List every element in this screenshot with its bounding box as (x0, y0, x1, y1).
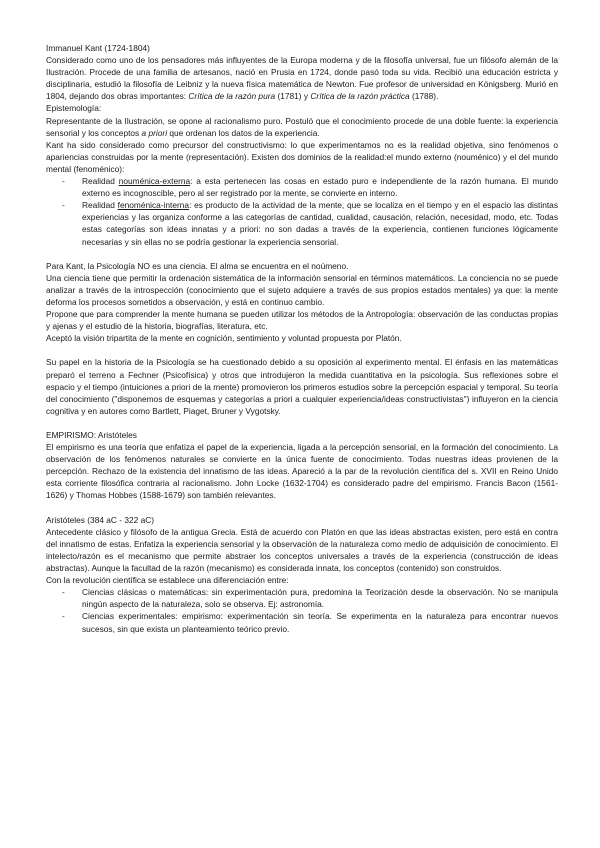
kant-bio-text-2: (1781) y (275, 91, 311, 102)
spacer (46, 502, 558, 514)
reality-list (46, 175, 558, 248)
bullet-text: : es producto de la actividad de la mente, que se localiza en el tiempo y en el espacio las distintas experiencias y las organiza conforme a las categorías de cantidad, cualidad, causación, relación, necesidad, modo, etc. Todas estas categorías son ideas innatas y a priori: no son dadas a través de la experiencia, contienen funciones lógicamente necesarias y sin ellas no se podría gestionar la experiencia sensorial. (82, 200, 558, 247)
aristoteles-heading: Aristóteles (384 aC - 322 aC) (46, 514, 155, 525)
revolution-paragraph: Con la revolución científica se establece una diferenciación entre: (46, 575, 289, 586)
bullet-text: : a esta pertenecen las cosas en estado puro e independiente de la razón humana. El mundo externo es incognoscible, pero al ser registrado por la mente, se convierte en interno. (82, 176, 558, 199)
bullet-prefix: Realidad (82, 176, 119, 187)
kant-heading: Immanuel Kant (1724-1804) (46, 43, 150, 53)
epistemology-text-1a: Representante de la Ilustración, se opone al racionalismo puro. Postuló que el conocimiento procede de una doble fuente: la experiencia sensorial y los conceptos (46, 115, 558, 138)
book-title-practical-reason: Crítica de la razón práctica (310, 91, 410, 102)
tripartite-paragraph: Aceptó la visión tripartita de la mente en cognición, sentimiento y voluntad propuesta por Platón. (46, 333, 402, 344)
spacer (46, 344, 558, 356)
empirismo-heading: EMPIRISMO: Aristóteles (46, 430, 137, 440)
book-title-pure-reason: Crítica de la razón pura (188, 91, 276, 102)
list-item-noumenal (46, 175, 558, 199)
science-paragraph: Una ciencia tiene que permitir la ordenación sistemática de la información sensorial en términos matemáticos. La conciencia no se puede analizar a través de la introspección (conocimiento que el sujeto adquiere a través de sus propios estados mentales) ya que: la mente deforma los procesos sometidos a observación, y está en continuo cambio. (46, 272, 558, 307)
list-item-experimental-sciences: - Ciencias experimentales: empirismo: experimentación sin teoría. Se experimenta en la naturaleza para encontrar nuevos sucesos, sin que exista un planteamiento teórico previo. (46, 610, 558, 634)
list-item-phenomenal (46, 199, 558, 247)
epistemology-paragraph-2: Kant ha sido considerado como precursor del constructivismo: lo que experimentamos no es la realidad objetiva, sino fenómenos o apariencias construidas por la mente (representación). Existen dos dominios de la realidad:el mundo externo (nouménico) y el del mundo mental (fenoménico): (46, 139, 558, 174)
epistemology-text-1b: que ordenan los datos de la experiencia. (167, 127, 320, 138)
role-paragraph: Su papel en la historia de la Psicología se ha cuestionado debido a su oposición al experimento mental. El énfasis en las matemáticas preparó el terreno a Fechner (Psicofísica) y otros que introdujeron la medida cuantitativa en la psicología. Sus reflexiones sobre el espacio y el tiempo (intuiciones a priori de la mente) promovieron los primeros estudios sobre la percepción espacial y temporal. Su teoría del conocimiento ("disponemos de esquemas y categorías a priori a cualquier experiencia/ideas constructivistas") influyeron en la ciencia cognitiva y en autores como Bartlett, Piaget, Bruner y Vygotsky. (46, 357, 558, 416)
kant-bio-text-3: (1788). (409, 91, 439, 102)
psychology-statement: Para Kant, la Psicología NO es una ciencia. El alma se encuentra en el noúmeno. (46, 260, 349, 271)
kant-biography (46, 54, 558, 102)
epistemology-paragraph-1 (46, 115, 558, 139)
empirismo-paragraph: El empirismo es una teoría que enfatiza el papel de la experiencia, ligada a la percepción sensorial, en la formación del conocimiento. La observación de los fenómenos naturales se convierte en la única fuente de conocimiento. Todas nuestras ideas provienen de la percepción. Rechazo de la existencia del innatismo de las ideas. Apareció a la par de la revolución científica del s. XVII en Reino Unido esta corriente filosófica contraria al racionalismo. John Locke (1632-1704) es considerado padre del empirismo. Francis Bacon (1561-1626) y Thomas Hobbes (1588-1679) son también relevantes. (46, 442, 558, 501)
bullet-prefix: Realidad (82, 200, 118, 211)
kant-bio-text-1: Considerado como uno de los pensadores más influyentes de la Europa moderna y de la filosofía universal, fue un filósofo alemán de la Ilustración. Procede de una familia de artesanos, nació en Prusia en 1724, donde pasó toda su vida. Recibió una educación estricta y disciplinaria, estudió la filosofía de Leibniz y la nueva física matemática de Newton. Fue profesor de universidad en Königsberg. Murió en 1804, dejando dos obras importantes: (46, 55, 558, 102)
term-noumenal: nouménica-externa (118, 176, 191, 187)
spacer (46, 417, 558, 429)
anthropology-paragraph: Propone que para comprender la mente humana se pueden utilizar los métodos de la Antropología: observación de las conductas propias y ajenas y el estudio de la historia, biografías, literatura, etc. (46, 309, 558, 332)
aristoteles-paragraph: Antecedente clásico y filósofo de la antigua Grecia. Está de acuerdo con Platón en que las ideas abstractas existen, pero está en contra del innatismo de estas. Enfatiza la experiencia sensorial y la observación de la naturaleza como medio de adquisición de conocimiento. El intelecto/razón es el mecanismo que permite abstraer los conceptos universales a través de la experiencia (construcción de ideas abstractas). Aunque la facultad de la razón (mecanismo) es considerada innata, los conceptos (contenido) son construidos. (46, 526, 558, 574)
document-body (46, 42, 558, 635)
sciences-list (46, 586, 558, 634)
list-item-classical-sciences: - Ciencias clásicas o matemáticas: sin experimentación pura, predomina la Teorización desde la observación. No se manipula ningún aspecto de la naturaleza, solo se observa. Ej: astronomía. (46, 586, 558, 610)
a-priori-term: a priori (141, 127, 168, 138)
term-phenomenal: fenoménica-interna (117, 200, 190, 211)
spacer (46, 248, 558, 260)
epistemology-heading: Epistemología: (46, 103, 102, 114)
